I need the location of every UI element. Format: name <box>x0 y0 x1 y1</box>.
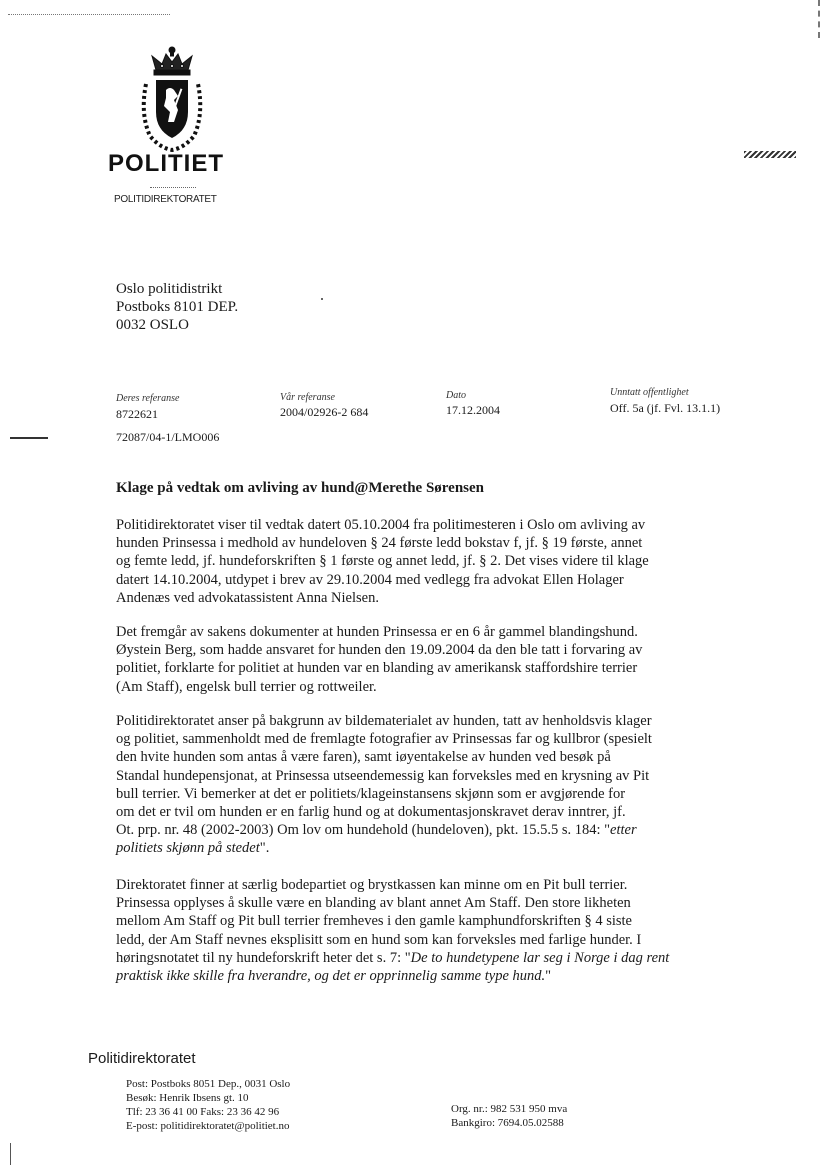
footer-org <box>451 1102 567 1130</box>
deres-referanse-label: Deres referanse <box>116 393 180 404</box>
footer-line: Post: Postboks 8051 Dep., 0031 Oslo <box>126 1078 291 1090</box>
quote-italic: praktisk ikke skille fra hverandre, og det er opprinnelig samme type hund. <box>116 968 546 985</box>
lion-shield-icon <box>156 80 188 138</box>
text-line <box>116 967 696 985</box>
margin-scan-mark <box>744 151 796 158</box>
footer-line: Bankgiro: 7694.05.02588 <box>451 1117 564 1129</box>
paragraph-3 <box>116 712 696 858</box>
text-line <box>116 839 696 857</box>
footer-line: Besøk: Henrik Ibsens gt. 10 <box>126 1092 249 1104</box>
text-line: om det er tvil om hunden er en farlig hund og at dokumentasjonskravet derav inntrer, jf. <box>116 804 626 821</box>
footer-contact <box>126 1077 290 1133</box>
text-line: ledd, der Am Staff nevnes eksplisitt som en hund som kan forveksles med farlige hunder. I <box>116 931 642 948</box>
text-line: Politidirektoratet viser til vedtak datert 05.10.2004 fra politimesteren i Oslo om avliving av <box>116 517 646 533</box>
crown-icon <box>152 47 192 75</box>
text-line: den hvite hunden som antas å være faren), samt iøyentakelse av hunden ved besøk på <box>116 749 611 766</box>
dato-value: 17.12.2004 <box>446 403 500 417</box>
text-span: ". <box>259 840 270 857</box>
quote-italic: De to hundetypene lar seg i Norge i dag rent <box>410 949 670 966</box>
text-line: bull terrier. Vi bemerker at det er politiets/klageinstansens skjønn som er avgjørende for <box>116 785 626 802</box>
quote-italic: politiets skjønn på stedet <box>116 840 260 857</box>
text-line: og femte ledd, jf. hundeforskriften § 1 første og annet ledd, jf. § 2. Det vises videre til klage <box>116 553 649 570</box>
brand-divider <box>150 187 196 188</box>
unntatt-offentlighet-label: Unntatt offentlighet <box>610 387 689 398</box>
text-line: hunden Prinsessa i medhold av hundeloven § 24 første ledd bokstav f, jf. § 19 første, annet <box>116 535 643 552</box>
text-line: Politidirektoratet anser på bakgrunn av bildematerialet av hunden, tatt av henholdsvis klager <box>116 713 652 729</box>
paragraph-4 <box>116 876 696 985</box>
deres-referanse-value-2: 72087/04-1/LMO006 <box>116 430 220 444</box>
footer-title: Politidirektoratet <box>88 1050 196 1067</box>
text-line: (Am Staff), engelsk bull terrier og rottweiler. <box>116 678 377 695</box>
text-line: politiet, forklarte for politiet at hunden var en blanding av amerikansk staffordshire terrier <box>116 660 638 677</box>
text-line <box>116 949 696 967</box>
paragraph-2 <box>116 623 696 696</box>
footer-line: E-post: politidirektoratet@politiet.no <box>126 1120 290 1132</box>
scan-speck <box>321 298 323 300</box>
text-line: datert 14.10.2004, utdypet i brev av 29.10.2004 med vedlegg fra advokat Ellen Holager <box>116 571 624 588</box>
footer-line: Tlf: 23 36 41 00 Faks: 23 36 42 96 <box>126 1106 280 1118</box>
var-referanse-label: Vår referanse <box>280 392 335 403</box>
quote-italic: etter <box>610 822 637 839</box>
letter-subject: Klage på vedtak om avliving av hund@Merethe Sørensen <box>116 480 485 496</box>
address-line: 0032 OSLO <box>116 317 189 333</box>
text-line: Prinsessa opplyses å skulle være en blanding av blant annet Am Staff. Den store likheten <box>116 895 631 912</box>
text-line: Direktoratet finner at særlig bodepartiet og brystkassen kan minne om en Pit bull terrier. <box>116 877 628 893</box>
address-line: Oslo politidistrikt <box>116 281 223 297</box>
dato-label: Dato <box>446 390 466 401</box>
text-span: høringsnotatet til ny hundeforskrift heter det s. 7: " <box>116 949 411 966</box>
text-line: Det fremgår av sakens dokumenter at hunden Prinsessa er en 6 år gammel blandingshund. <box>116 624 638 640</box>
text-line: Andenæs ved advokatassistent Anna Nielsen. <box>116 589 379 606</box>
text-span: " <box>545 968 552 985</box>
police-crest-logo <box>132 44 212 154</box>
corner-scan-mark <box>818 0 820 38</box>
brand-title: POLITIET <box>108 150 224 177</box>
text-line: mellom Am Staff og Pit bull terrier fremheves i den gamle kamphundforskriften § 4 siste <box>116 913 632 930</box>
text-span: Ot. prp. nr. 48 (2002-2003) Om lov om hundehold (hundeloven), pkt. 15.5.5 s. 184: " <box>116 822 611 839</box>
text-line <box>116 821 696 839</box>
address-line: Postboks 8101 DEP. <box>116 299 239 315</box>
recipient-address <box>116 280 238 334</box>
brand-subtitle: POLITIDIREKTORATET <box>114 194 217 205</box>
unntatt-offentlighet-value: Off. 5a (jf. Fvl. 13.1.1) <box>610 401 721 415</box>
text-line: Standal hundepensjonat, at Prinsessa utseendemessig kan forveksles med en krysning av Pit <box>116 767 650 784</box>
fold-mark <box>10 437 48 439</box>
var-referanse-value: 2004/02926-2 684 <box>280 405 369 419</box>
text-line: og politiet, sammenholdt med de fremlagte fotografier av Prinsessas far og kullbror (spesielt <box>116 731 652 748</box>
deres-referanse-value: 8722621 <box>116 407 158 421</box>
top-dotted-line <box>8 14 170 15</box>
paragraph-1 <box>116 516 696 607</box>
footer-line: Org. nr.: 982 531 950 mva <box>451 1103 568 1115</box>
bottom-scan-mark <box>10 1143 25 1165</box>
text-line: Øystein Berg, som hadde ansvaret for hunden den 19.09.2004 da den ble tatt i forvaring av <box>116 642 643 659</box>
